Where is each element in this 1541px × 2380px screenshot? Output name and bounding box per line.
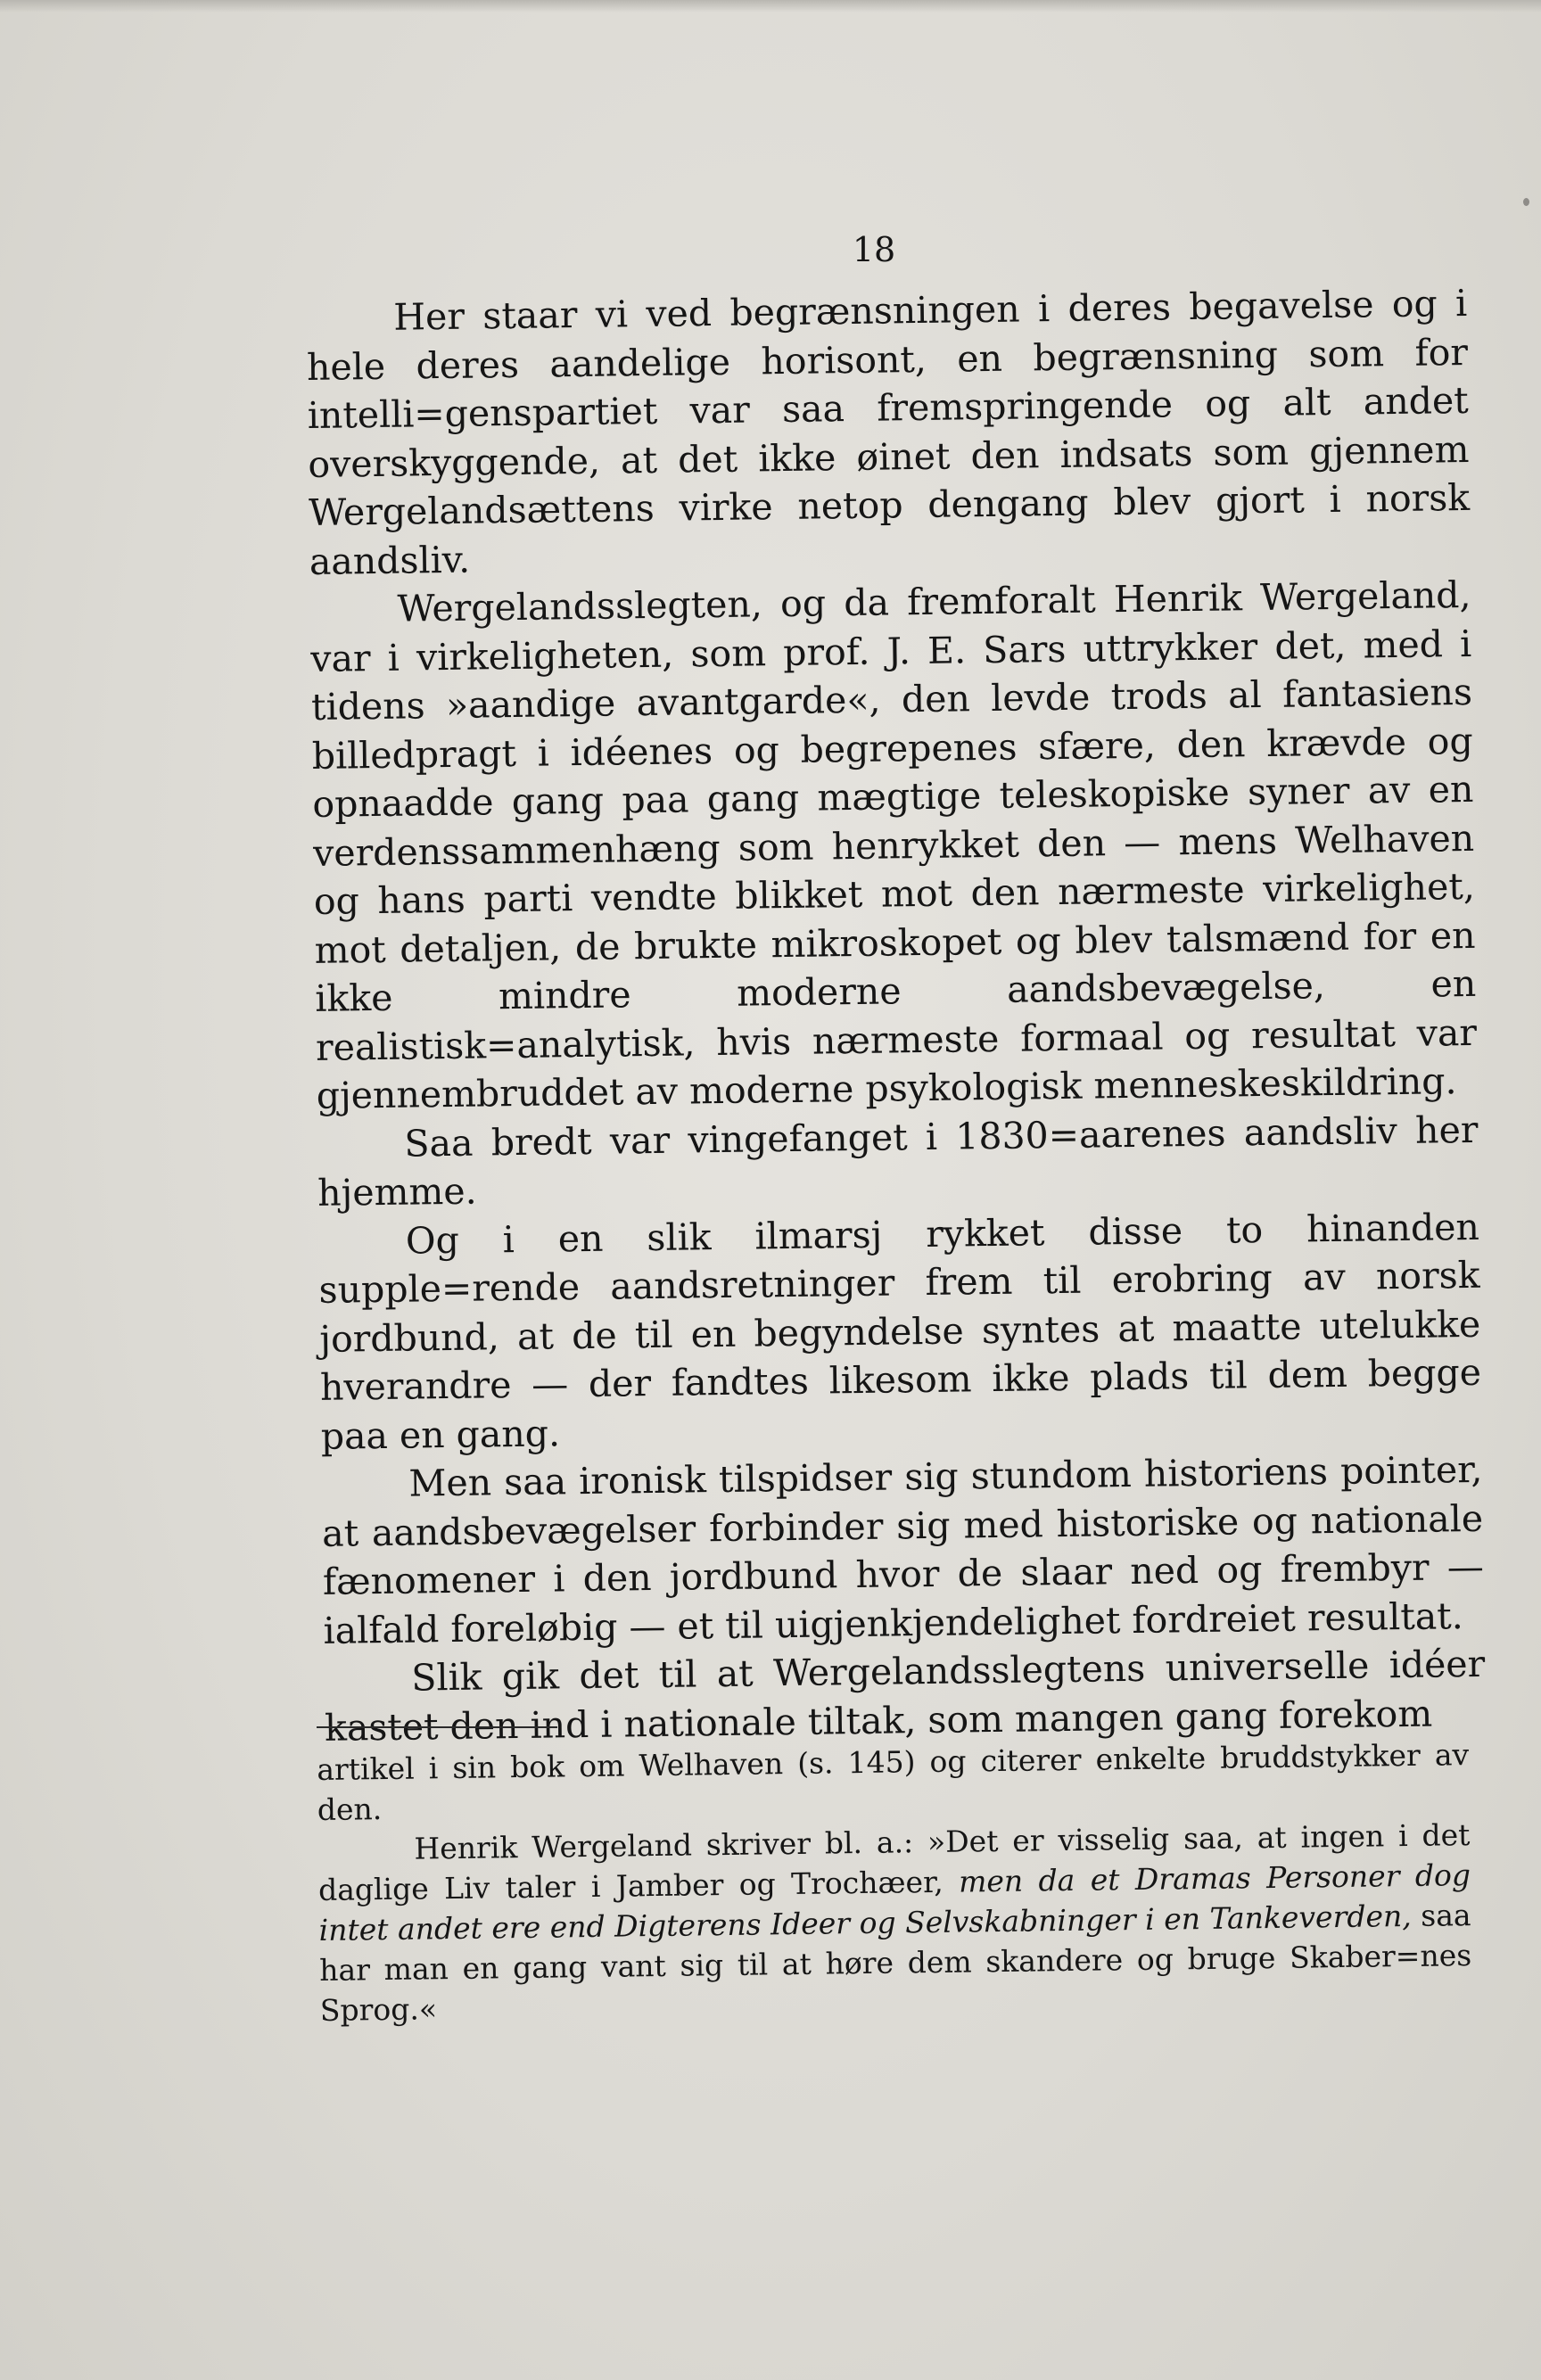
footnote-quote-italic: men da et Dramas Personer dog intet andet ere end Digterens Ideer og Selvskabninger i en Tankeverden,: [318, 1857, 1471, 1948]
paragraph: Og i en slik ilmarsj rykket disse to hinanden supple=rende aandsretninger frem til erobring av norsk jordbund, at de til en begyndelse syntes at maatte utelukke hverandre — der fandtes likesom ikke plads til dem begge paa en gang.: [318, 1205, 1482, 1458]
footnote-continuation: artikel i sin bok om Welhaven (s. 145) og citerer enkelte bruddstykker av den.: [317, 1737, 1470, 1827]
scan-edge: [0, 0, 1541, 12]
footnote-divider: [317, 1726, 557, 1728]
paragraph: Her staar vi ved begrænsningen i deres begavelse og i hele deres aandelige horisont, en begrænsning som for intelli=genspartiet var saa fremspringende og alt andet overskyggende, at det ikke øinet den indsats som gjennem Wergelandsættens virke netop dengang blev gjort i norsk aandsliv.: [306, 281, 1471, 583]
footnotes: [317, 1734, 1472, 2030]
body-text: [306, 279, 1486, 1752]
paragraph: Saa bredt var vingefanget i 1830=aarenes aandsliv her hjemme.: [317, 1108, 1479, 1215]
paragraph: Wergelandsslegten, og da fremforalt Henrik Wergeland, var i virkeligheten, som prof. J. E. Sars uttrykker det, med i tidens »aandige avantgarde«, den levde trods al fantasiens billedpragt i idéenes og begrepenes sfære, den krævde og opnaadde gang paa gang mægtige teleskopiske syner av en verdenssammenhæng som henrykket den — mens Welhaven og hans parti vendte blikket mot den nærmeste virkelighet, mot detaljen, de brukte mikroskopet og blev talsmænd for en ikke mindre moderne aandsbevægelse, en realistisk=analytisk, hvis nærmeste formaal og resultat var gjennembruddet av moderne psykologisk menneskeskildring.: [310, 572, 1478, 1117]
footnote-quote-tail: saa har man en gang vant sig til at høre dem skandere og bruge Skaber=nes Sprog.«: [318, 1898, 1472, 2028]
footnote-quote: [317, 1815, 1472, 2030]
paragraph: Slik gik det til at Wergelandsslegtens universelle idéer kastet den ind i nationale tiltak, som mangen gang forekom: [324, 1642, 1486, 1750]
page-number: 18: [852, 230, 896, 269]
footnote-quote-lead: Henrik Wergeland skriver bl. a.: »Det er visselig saa, at ingen i det daglige Liv taler i Jamber og Trochæer,: [317, 1817, 1471, 1907]
paragraph: Men saa ironisk tilspidser sig stundom historiens pointer, at aandsbevægelser forbinder sig med historiske og nationale fænomener i den jordbund hvor de slaar ned og frembyr — ialfald foreløbig — et til uigjenkjendelighet fordreiet resultat.: [321, 1447, 1485, 1652]
paper-speck: [1523, 198, 1529, 206]
